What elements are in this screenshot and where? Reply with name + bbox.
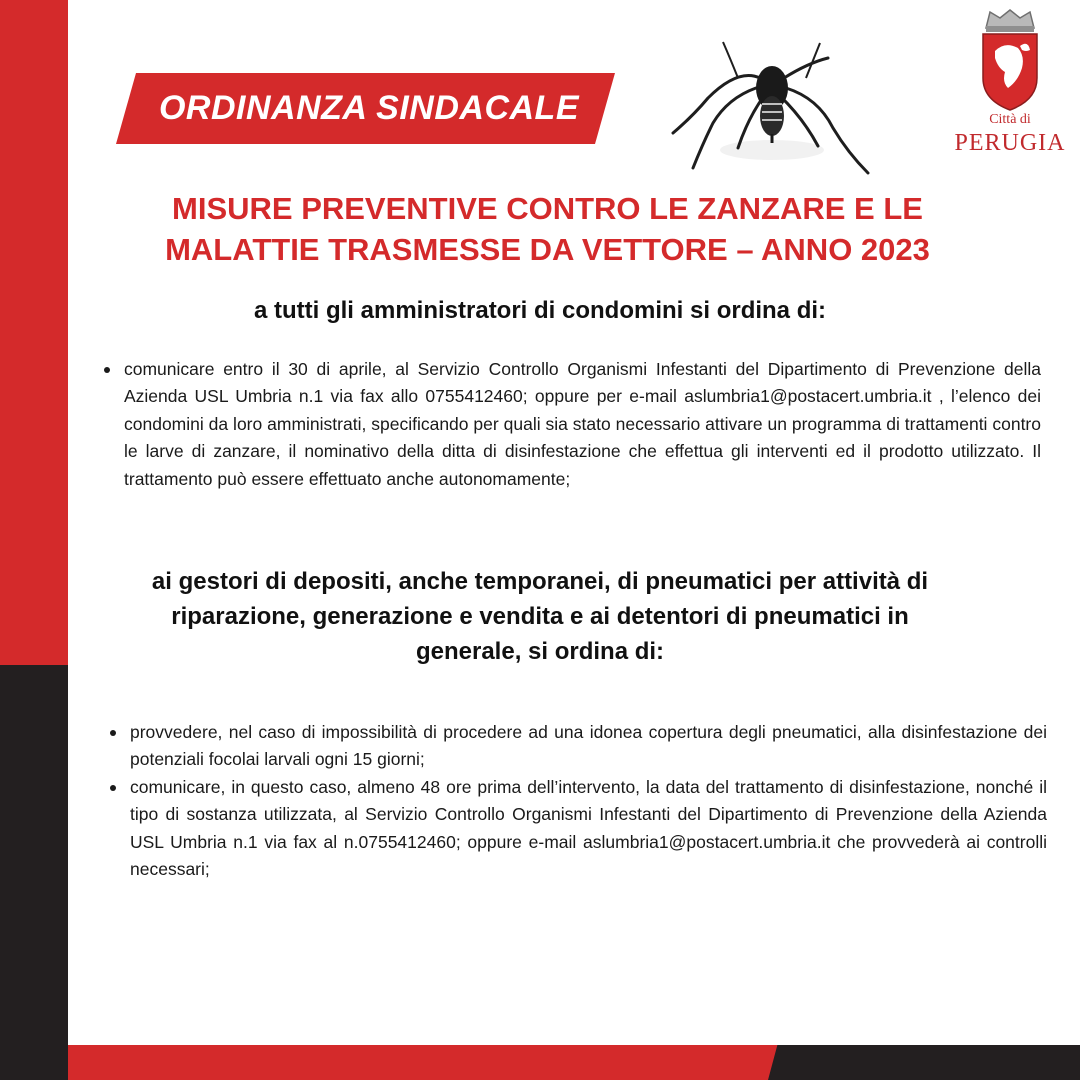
title-line2: MALATTIE TRASMESSE DA VETTORE – ANNO 2023 <box>165 232 930 267</box>
section2-heading-line3: generale, si ordina di: <box>415 638 665 665</box>
section2-heading-line1: ai gestori di depositi, anche temporanei, di pneumatici per attività di <box>151 568 929 595</box>
list-item-text: comunicare, in questo caso, almeno 48 ore prima dell’intervento, la data del trattamento di disinfestazione, nonché il tipo di sostanza utilizzata, al Servizio Controllo Organismi Infestanti del Dipartimento di Prevenzione della Azienda USL Umbria n.1 via fax al n.0755412460; oppure e-mail aslumbria1@postacert.umbria.it che provvederà ai controlli necessari; <box>130 776 1047 880</box>
list-item <box>110 719 1047 774</box>
bullet-icon <box>110 730 116 736</box>
list-item-text: provvedere, nel caso di impossibilità di procedere ad una idonea copertura degli pneumatici, alla disinfestazione dei potenziali focolai larvali ogni 15 giorni; <box>130 722 1047 770</box>
left-dark-stripe <box>0 665 68 1080</box>
list-item <box>104 356 1041 493</box>
section1-heading: a tutti gli amministratori di condomini si ordina di: <box>253 297 827 324</box>
section2-heading-line2: riparazione, generazione e vendita e ai detentori di pneumatici in <box>171 603 909 630</box>
mosquito-icon <box>668 38 908 178</box>
banner-label: ORDINANZA SINDACALE <box>158 89 579 127</box>
bottom-bar <box>68 1045 1080 1080</box>
list-item <box>110 774 1047 884</box>
title-line1: MISURE PREVENTIVE CONTRO LE ZANZARE E LE <box>172 191 923 226</box>
section2-heading <box>95 564 985 669</box>
bullet-icon <box>110 785 116 791</box>
page-title <box>100 188 995 270</box>
logo-caption-line2: PERUGIA <box>954 130 1066 156</box>
bullet-icon <box>104 367 110 373</box>
section1-list <box>104 356 1041 493</box>
left-red-stripe <box>0 0 68 665</box>
section2-list <box>110 719 1047 883</box>
ordinance-banner <box>88 73 615 144</box>
logo-caption-line1: Città di <box>989 112 1031 127</box>
city-logo <box>950 6 1070 166</box>
coat-of-arms-icon <box>950 6 1070 112</box>
list-item-text: comunicare entro il 30 di aprile, al Servizio Controllo Organismi Infestanti del Dipartimento di Prevenzione della Azienda USL Umbria n.1 via fax allo 0755412460; oppure per e-mail aslumbria1@postacert.umbria.it , l’elenco dei condomini da loro amministrati, specificando per quali sia stato necessario attivare un programma di trattamenti contro le larve di zanzare, il nominativo della ditta di disinfestazione che effettua gli interventi ed il prodotto utilizzato. Il trattamento può essere effettuato anche autonomamente; <box>124 359 1041 489</box>
